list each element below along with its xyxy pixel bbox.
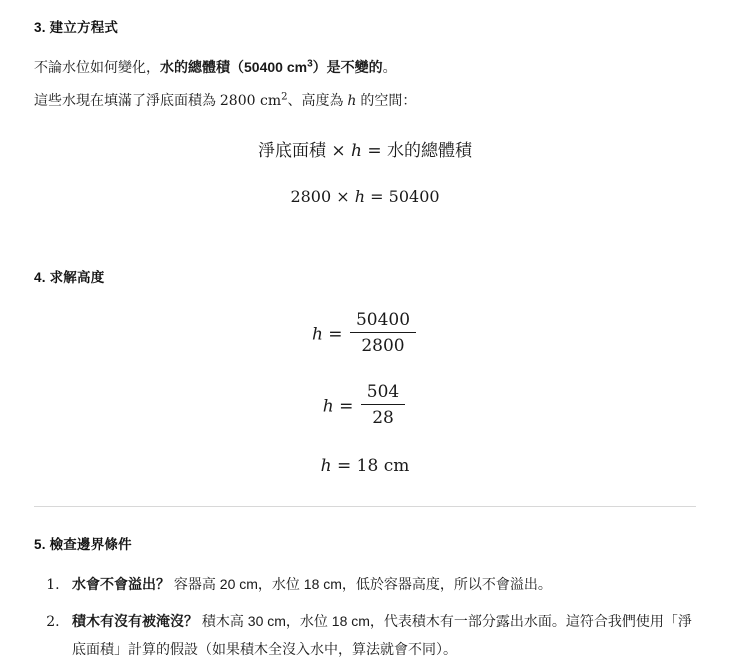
para-2-variable-h: h — [347, 92, 357, 109]
eq1-denominator: 2800 — [361, 336, 405, 357]
para-1-superscript: 3 — [307, 58, 313, 70]
eq2-lhs-h: h — [322, 396, 334, 417]
spacer-after-section-3 — [34, 232, 696, 258]
para-2-text-a: 這些水現在填滿了淨底面積為 — [34, 91, 220, 108]
eq1-fraction — [350, 310, 416, 356]
eq3-equals: = — [337, 456, 352, 477]
section-3-paragraph-1 — [34, 54, 696, 81]
equation-numeric-left: 2800 — [290, 187, 332, 207]
para-2-text-b: 、高度為 — [287, 91, 348, 108]
equation-numeric-h: h — [354, 187, 366, 207]
equation-numeric-right: 50400 — [388, 187, 440, 207]
eq2-numerator: 504 — [361, 382, 405, 405]
section-4-heading: 4. 求解高度 — [34, 270, 105, 286]
eq3-value: 18 cm — [356, 456, 410, 477]
section-5-heading: 5. 檢查邊界條件 — [34, 537, 132, 553]
equation-numeric — [34, 187, 696, 206]
equation-h-fraction-2 — [34, 384, 696, 430]
para-1-text-d: 。 — [382, 59, 397, 75]
eq2-equals: = — [339, 396, 354, 417]
eq1-equals: = — [328, 324, 343, 345]
para-1-bold-text: 水的總體積（50400 cm — [160, 59, 308, 75]
para-1-bold-text-c: ）是不變的 — [312, 59, 383, 75]
section-3-heading: 3. 建立方程式 — [34, 20, 119, 35]
equation-numeric-times: × — [336, 187, 350, 207]
check-list — [34, 571, 696, 663]
section-divider — [34, 506, 696, 507]
equation-h-fraction-1 — [34, 312, 696, 358]
eq1-numerator: 50400 — [350, 310, 416, 333]
para-2-text-c: 的空間： — [356, 91, 417, 108]
list-item — [64, 608, 696, 663]
check-item-2-title: 積木有沒有被淹沒？ — [72, 613, 198, 630]
check-item-1-title: 水會不會溢出？ — [72, 576, 170, 593]
equation-words-times: × — [331, 141, 346, 162]
eq1-lhs-h: h — [311, 324, 323, 345]
section-establish-equation — [34, 16, 696, 206]
equation-words-h: h — [351, 141, 362, 162]
equation-words-right: 水的總體積 — [387, 141, 473, 161]
equation-words — [34, 136, 696, 161]
equation-numeric-equals: = — [370, 187, 384, 207]
para-1-bold-volume — [160, 59, 383, 75]
equation-h-result — [34, 456, 696, 476]
para-1-text-a: 不論水位如何變化， — [34, 59, 160, 75]
section-check-boundaries — [34, 533, 696, 663]
check-item-2-text: 積木高 30 cm，水位 18 cm，代表積木有一部分露出水面。這符合我們使用「淨底面積」計算的假設（如果積木全沒入水中，算法就會不同）。 — [72, 613, 692, 657]
eq2-fraction — [361, 382, 405, 428]
section-solve-height — [34, 266, 696, 476]
para-2-unit-superscript: 2 — [281, 90, 288, 102]
eq3-lhs-h: h — [320, 456, 332, 477]
para-2-area-unit: cm — [255, 92, 282, 109]
list-item — [64, 571, 696, 598]
check-item-1-text: 容器高 20 cm，水位 18 cm，低於容器高度，所以不會溢出。 — [170, 576, 552, 593]
equation-words-equals: = — [367, 141, 382, 162]
section-3-paragraph-2 — [34, 87, 696, 115]
eq2-denominator: 28 — [372, 408, 394, 429]
equation-words-left: 淨底面積 — [257, 141, 326, 161]
para-2-area-number: 2800 — [219, 92, 256, 109]
